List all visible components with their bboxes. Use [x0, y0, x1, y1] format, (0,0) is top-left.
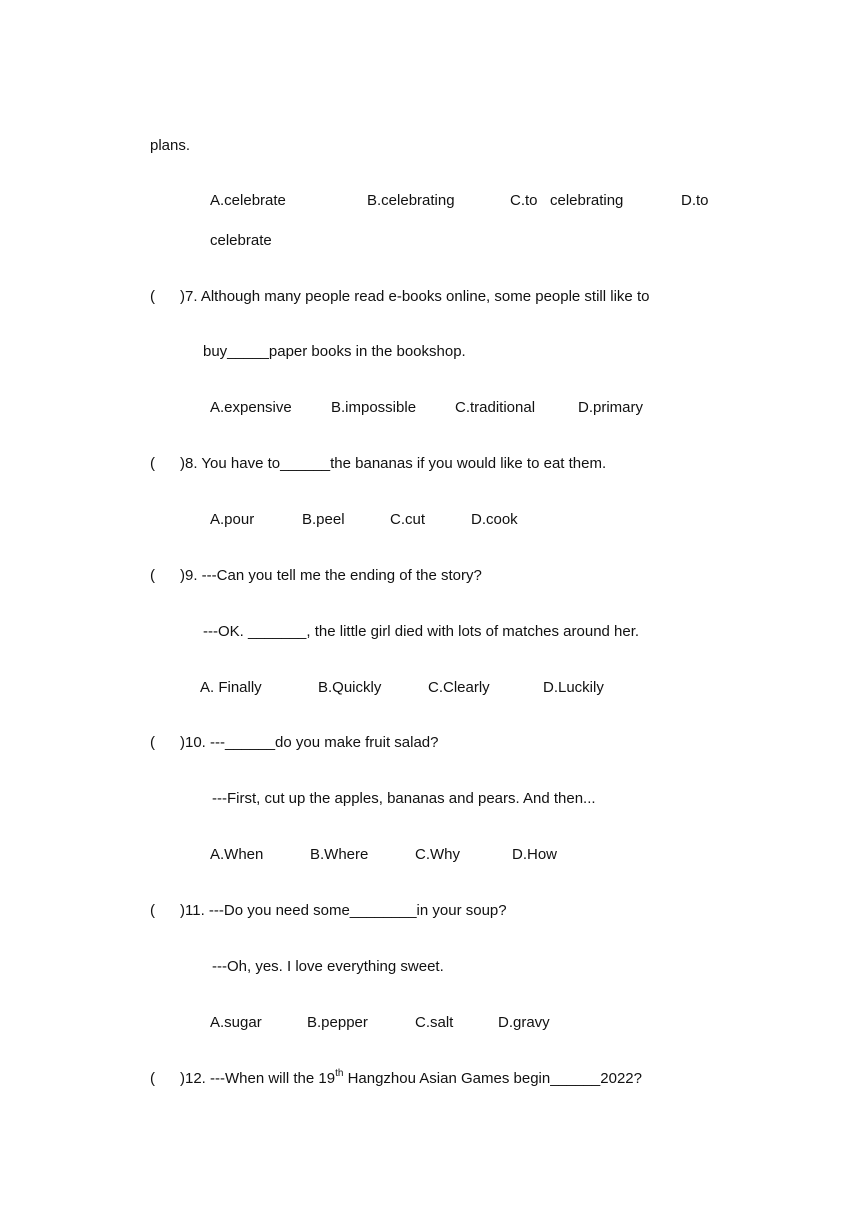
q10-option-d: D.How — [512, 846, 558, 863]
q9-option-d: D.Luckily — [543, 679, 604, 696]
q8-option-a: A.pour — [210, 511, 255, 528]
q7-option-d: D.primary — [578, 399, 644, 416]
q8-stem: ( )8. You have to______the bananas if you would like to eat them. — [150, 455, 607, 472]
q11-option-d: D.gravy — [498, 1014, 550, 1031]
q10-option-c: C.Why — [415, 846, 460, 863]
q11-stem: ( )11. ---Do you need some________in your soup? — [150, 902, 507, 919]
q7-stem: ( )7. Although many people read e-books online, some people still like to — [150, 288, 650, 305]
q10-stem: ( )10. ---______do you make fruit salad? — [150, 734, 439, 751]
q8-option-d: D.cook — [471, 511, 518, 528]
q6-option-d-wrap: celebrate — [210, 232, 272, 249]
q9-option-b: B.Quickly — [318, 679, 382, 696]
q7-option-b: B.impossible — [331, 399, 417, 416]
q8-option-c: C.cut — [390, 511, 426, 528]
q12-stem — [150, 1069, 642, 1089]
q9-stem: ( )9. ---Can you tell me the ending of the story? — [150, 567, 482, 584]
q9-option-c: C.Clearly — [428, 679, 490, 696]
q12-ordinal-suffix: th — [335, 1068, 344, 1079]
q11-option-c: C.salt — [415, 1014, 454, 1031]
q9-reply: ---OK. _______, the little girl died with lots of matches around her. — [203, 623, 640, 640]
q10-option-a: A.When — [210, 846, 264, 863]
q11-option-a: A.sugar — [210, 1014, 262, 1031]
q10-reply: ---First, cut up the apples, bananas and pears. And then... — [212, 790, 596, 807]
q9-option-a: A. Finally — [200, 679, 262, 696]
q12-stem-start: ( )12. ---When will the 19 — [150, 1070, 336, 1087]
q11-option-b: B.pepper — [307, 1014, 368, 1031]
q10-option-b: B.Where — [310, 846, 369, 863]
q6-option-d: D.to — [681, 192, 709, 209]
q6-option-a: A.celebrate — [210, 192, 286, 209]
q7-option-a: A.expensive — [210, 399, 292, 416]
q12-stem-end: Hangzhou Asian Games begin______2022? — [343, 1070, 642, 1087]
q8-option-b: B.peel — [302, 511, 345, 528]
prev-question-tail: plans. — [150, 137, 191, 154]
q11-reply: ---Oh, yes. I love everything sweet. — [212, 958, 444, 975]
q7-stem-continued: buy_____paper books in the bookshop. — [203, 343, 466, 360]
q7-option-c: C.traditional — [455, 399, 536, 416]
q6-option-c: C.to celebrating — [510, 192, 624, 209]
q6-option-b: B.celebrating — [367, 192, 455, 209]
